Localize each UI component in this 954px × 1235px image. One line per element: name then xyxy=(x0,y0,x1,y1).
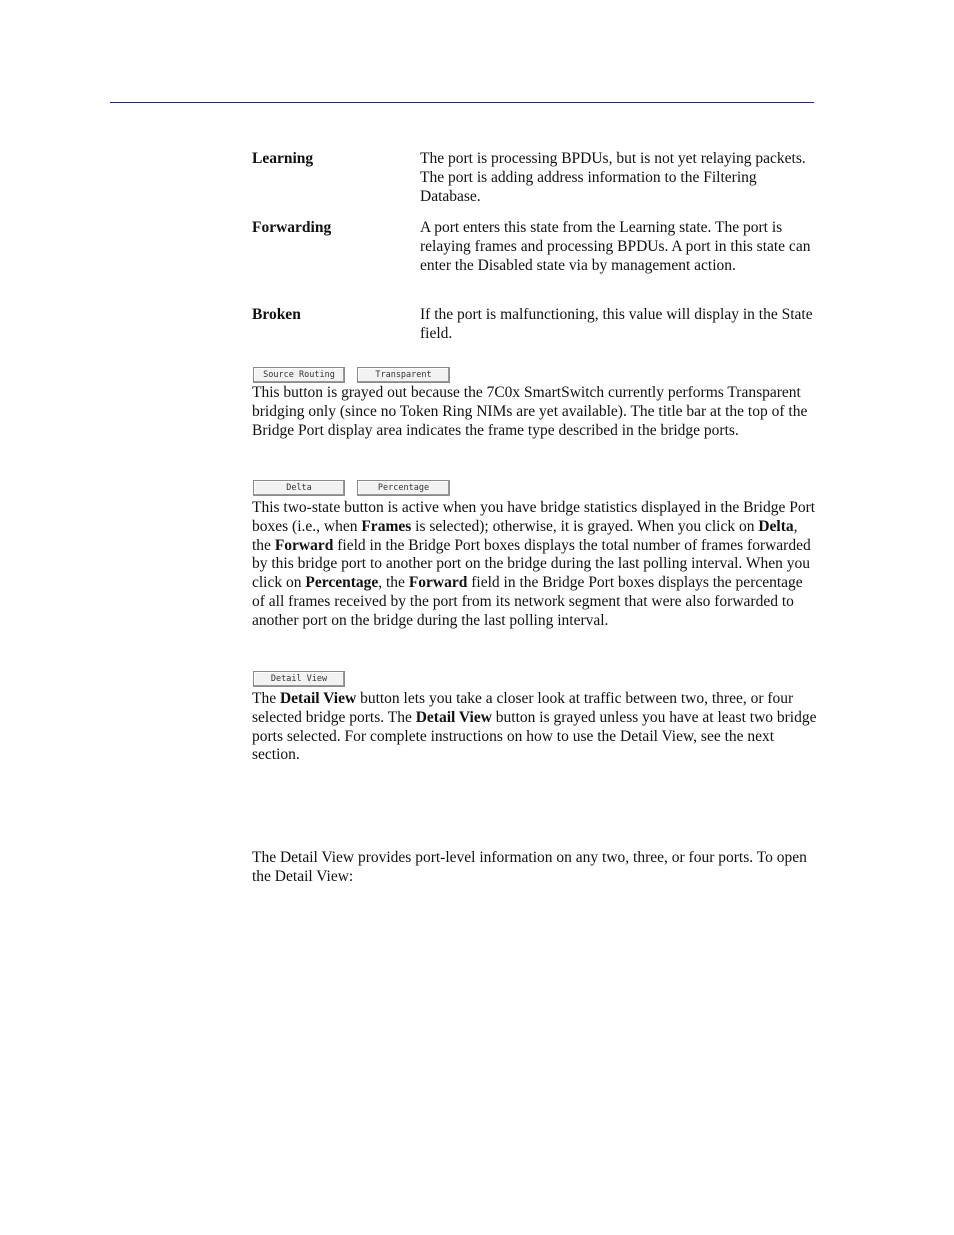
header-rule xyxy=(110,102,814,103)
open-detail-view-intro: The Detail View provides port-level information on any two, three, or four ports. To open the Detail View: xyxy=(252,849,807,885)
percentage-term: Percentage xyxy=(305,574,379,592)
detail-view-term: Detail View xyxy=(415,708,492,726)
transparent-button[interactable]: Transparent xyxy=(357,367,450,383)
term-learning: Learning xyxy=(252,150,314,167)
frames-term: Frames xyxy=(361,517,412,535)
definition-learning: The port is processing BPDUs, but is not yet relaying packets. The port is adding address information to the Filtering Database. xyxy=(420,150,806,205)
detail-view-term: Detail View xyxy=(279,690,357,707)
source-routing-button[interactable]: Source Routing xyxy=(253,367,345,383)
transparent-description: This button is grayed out because the 7C0x SmartSwitch currently performs Transparent bridging only (since no Token Ring NIMs are yet available). The title bar at the top of the Bridge Port display area indicates the frame type described in the bridge ports. xyxy=(252,384,808,439)
definition-broken: If the port is malfunctioning, this value will display in the State field. xyxy=(420,306,813,342)
forward-term: Forward xyxy=(408,574,468,592)
detail-view-button[interactable]: Detail View xyxy=(253,671,345,687)
delta-percentage-description: This two-state button is active when you have bridge statistics displayed in the Bridge Port boxes (i.e., when Frames is selected); otherwise, it is grayed. When you click on Delta, the Forward field in the Bridge Port boxes displays the total number of frames forwarded by this bridge port to another port on the bridge during the last polling interval. When you click on Percentage, the Forward field in the Bridge Port boxes displays the percentage of all frames received by the port from its network segment that were also forwarded to another port on the bridge during the last polling interval. xyxy=(252,499,816,629)
term-forwarding: Forwarding xyxy=(252,219,332,236)
forward-term: Forward xyxy=(274,536,334,554)
term-broken: Broken xyxy=(252,306,301,323)
detail-view-description: The Detail View button lets you take a closer look at traffic between two, three, or four selected bridge ports. The Detail View button is grayed unless you have at least two bridge ports selected. For complete instructions on how to use the Detail View, see the next section. xyxy=(252,690,817,764)
delta-term: Delta xyxy=(758,517,794,535)
definition-forwarding: A port enters this state from the Learning state. The port is relaying frames and processing BPDUs. A port in this state can enter the Disabled state via by management action. xyxy=(420,219,811,274)
delta-button[interactable]: Delta xyxy=(253,480,345,496)
percentage-button[interactable]: Percentage xyxy=(357,480,450,496)
